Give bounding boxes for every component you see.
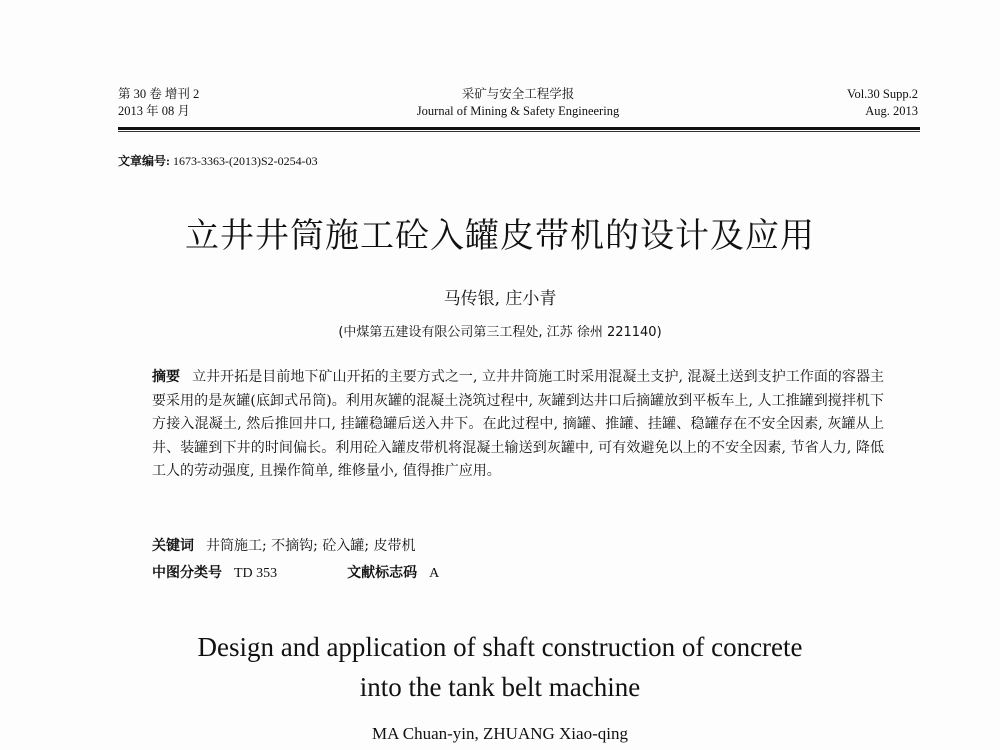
header-journal-en: Journal of Mining & Safety Engineering [416, 104, 620, 118]
article-number-label: 文章编号: [118, 154, 170, 168]
header-volume-en-info [847, 86, 918, 120]
authors-en: MA Chuan-yin, ZHUANG Xiao-qing [372, 724, 628, 743]
keywords [152, 536, 884, 556]
article-number-value: 1673-3363-(2013)S2-0254-03 [173, 154, 318, 168]
affiliation-cn: (中煤第五建设有限公司第三工程处, 江苏 徐州 221140) [338, 325, 662, 340]
header-journal-cn: 采矿与安全工程学报 [461, 87, 575, 101]
classification [152, 563, 884, 584]
title-en [0, 627, 1000, 707]
authors-cn: 马传银, 庄小青 [443, 289, 557, 309]
clc-value: TD 353 [234, 566, 278, 581]
keywords-label: 关键词 [152, 538, 194, 554]
article-number [118, 152, 318, 169]
abstract-text: 立井开拓是目前地下矿山开拓的主要方式之一, 立井井筒施工时采用混凝土支护, 混凝土送到支护工作面的容器主要采用的是灰罐(底卸式吊筒)。利用灰罐的混凝土浇筑过程中, 灰罐到达井口后摘罐放到平板车上, 人工推罐到搅拌机下方接入混凝土, 然后推回井口, 挂罐稳罐后送入井下。在此过程中, 摘罐、推罐、挂罐、稳罐存在不安全因素, 灰罐从上井、装罐到下井的时间偏长。利用砼入罐皮带机将混凝土输送到灰罐中, 可有效避免以上的不安全因素, 节省人力, 降低工人的劳动强度, 且操作简单, 维修量小, 值得推广应用。 [152, 369, 884, 479]
header-rule-thick [118, 127, 920, 130]
header-date-en: Aug. 2013 [865, 104, 918, 118]
title-en-line2: into the tank belt machine [359, 672, 641, 702]
keywords-text: 井筒施工; 不摘钩; 砼入罐; 皮带机 [206, 538, 416, 554]
header-journal-name [118, 86, 918, 120]
running-header [118, 86, 918, 126]
header-volume-cn: 第 30 卷 增刊 2 [118, 87, 200, 101]
header-rule-thin [118, 131, 920, 132]
abstract [152, 366, 884, 484]
title-cn: 立井井筒施工砼入罐皮带机的设计及应用 [185, 216, 815, 256]
doc-code-value: A [429, 566, 440, 581]
header-volume-en: Vol.30 Supp.2 [847, 87, 918, 101]
doc-code-label: 文献标志码 [347, 565, 418, 581]
clc-label: 中图分类号 [152, 565, 222, 581]
title-en-line1: Design and application of shaft construction of concrete [197, 632, 803, 662]
header-date-cn: 2013 年 08 月 [118, 104, 190, 118]
abstract-label: 摘要 [152, 369, 181, 385]
